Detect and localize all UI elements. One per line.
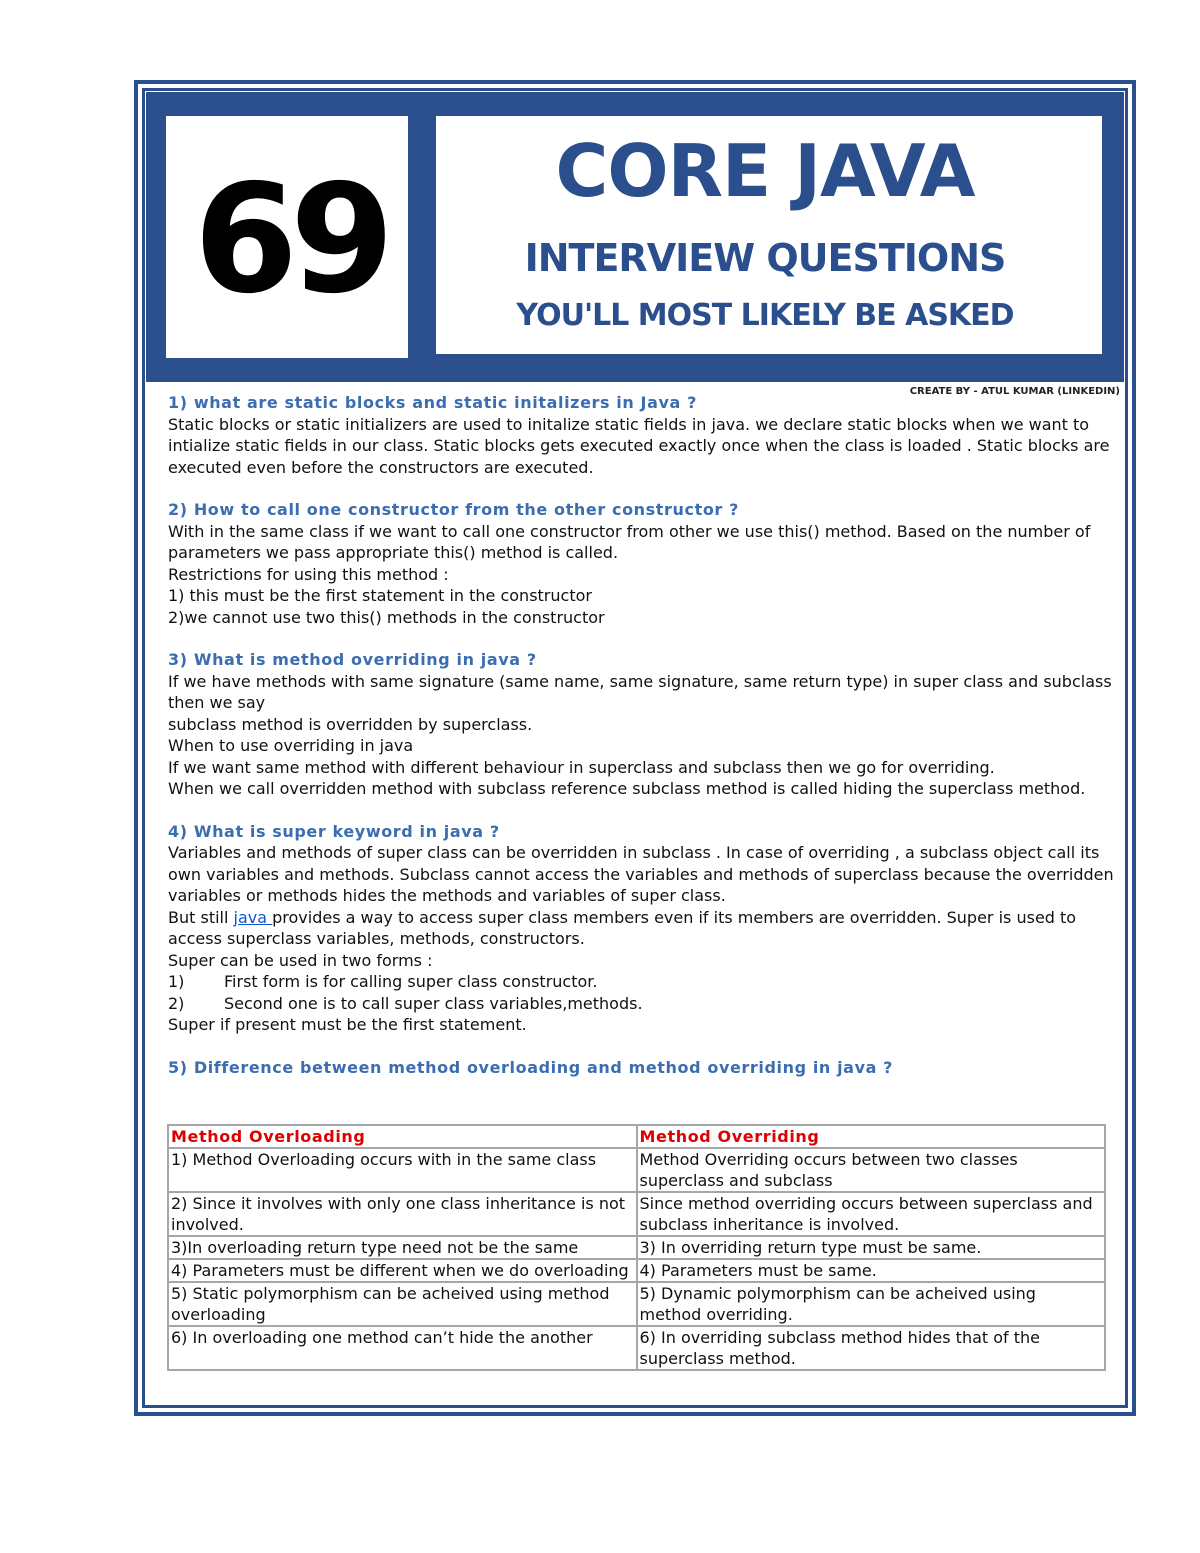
table-cell: 3) In overriding return type must be same. [637,1236,1106,1259]
answer-4-para: But still java provides a way to access super class members even if its members are overridden. Super is used to access superclass variables, methods, constructors. [168,907,1077,948]
table-row [168,1259,1105,1282]
list-item: 2) Second one is to call super class variables,methods. [168,993,643,1013]
answer-3-line: If we have methods with same signature (same name, same signature, same return type) in super class and subclass then we say [168,671,1112,712]
table-cell: 6) In overloading one method can’t hide the another [168,1326,637,1370]
document-body [168,392,1122,1078]
header-overriding: Method Overriding [637,1125,1106,1148]
table-cell: Method Overriding occurs between two classes superclass and subclass [637,1148,1106,1192]
banner-title: CORE JAVA [555,129,975,213]
table-cell: 6) In overriding subclass method hides that of the superclass method. [637,1326,1106,1370]
table-row [168,1236,1105,1259]
table-cell: 2) Since it involves with only one class inheritance is not involved. [168,1192,637,1236]
banner-tagline: YOU'LL MOST LIKELY BE ASKED [516,298,1014,333]
question-4: 4) What is super keyword in java ? [168,821,500,841]
table-cell: 5) Dynamic polymorphism can be acheived using method overriding. [637,1282,1106,1326]
java-link[interactable]: java [233,907,273,927]
answer-2-line: Restrictions for using this method : [168,564,449,584]
answer-4-para: Variables and methods of super class can be overridden in subclass . In case of overriding , a subclass object call its own variables and methods. Subclass cannot access the variables and methods of superclass because the overridden variables or methods hides the methods and variables of super class. [168,843,1114,905]
table-cell: 5) Static polymorphism can be acheived using method overloading [168,1282,637,1326]
table-header-row [168,1125,1105,1148]
question-2: 2) How to call one constructor from the other constructor ? [168,500,739,519]
answer-3-line: subclass method is overridden by superclass. [168,714,533,734]
answer-4-line: Super if present must be the first statement. [168,1015,527,1034]
author-credit: CREATE BY - ATUL KUMAR (LINKEDIN) [909,386,1120,397]
table-cell: 1) Method Overloading occurs with in the same class [168,1148,637,1192]
table-cell: Since method overriding occurs between superclass and subclass inheritance is involved. [637,1192,1106,1236]
table-row [168,1326,1105,1370]
answer-2-line: 1) this must be the first statement in the constructor [168,586,592,605]
question-1: 1) what are static blocks and static initalizers in Java ? [168,393,697,412]
answer-3-line: When to use overriding in java [168,736,414,755]
answer-1: Static blocks or static initializers are used to initalize static fields in java. we declare static blocks when we want to intialize static fields in our class. Static blocks gets executed exactly once when the class is loaded . Static blocks are executed even before the constructors are executed. [168,414,1110,477]
table-cell: 3)In overloading return type need not be the same [168,1236,637,1259]
answer-3-line: When we call overridden method with subclass reference subclass method is called hiding the superclass method. [168,779,1086,798]
table-cell: 4) Parameters must be same. [637,1259,1106,1282]
banner-number: 69 [193,153,387,327]
answer-4-line: Super can be used in two forms : [168,950,433,970]
banner-subtitle: INTERVIEW QUESTIONS [524,236,1006,280]
header-overloading: Method Overloading [168,1125,637,1148]
table-row [168,1192,1105,1236]
list-item: 1) First form is for calling super class constructor. [168,972,598,991]
table-row [168,1148,1105,1192]
answer-3-line: If we want same method with different behaviour in superclass and subclass then we go for overriding. [168,757,995,777]
question-3: 3) What is method overriding in java ? [168,650,537,669]
table-cell: 4) Parameters must be different when we do overloading [168,1259,637,1282]
answer-2: With in the same class if we want to call one constructor from other we use this() method. Based on the number of parameters we pass appropriate this() method is called. [168,521,1091,562]
answer-2-line: 2)we cannot use two this() methods in the constructor [168,607,605,627]
table-row [168,1282,1105,1326]
comparison-table [167,1124,1106,1371]
question-5: 5) Difference between method overloading and method overriding in java ? [168,1057,894,1077]
